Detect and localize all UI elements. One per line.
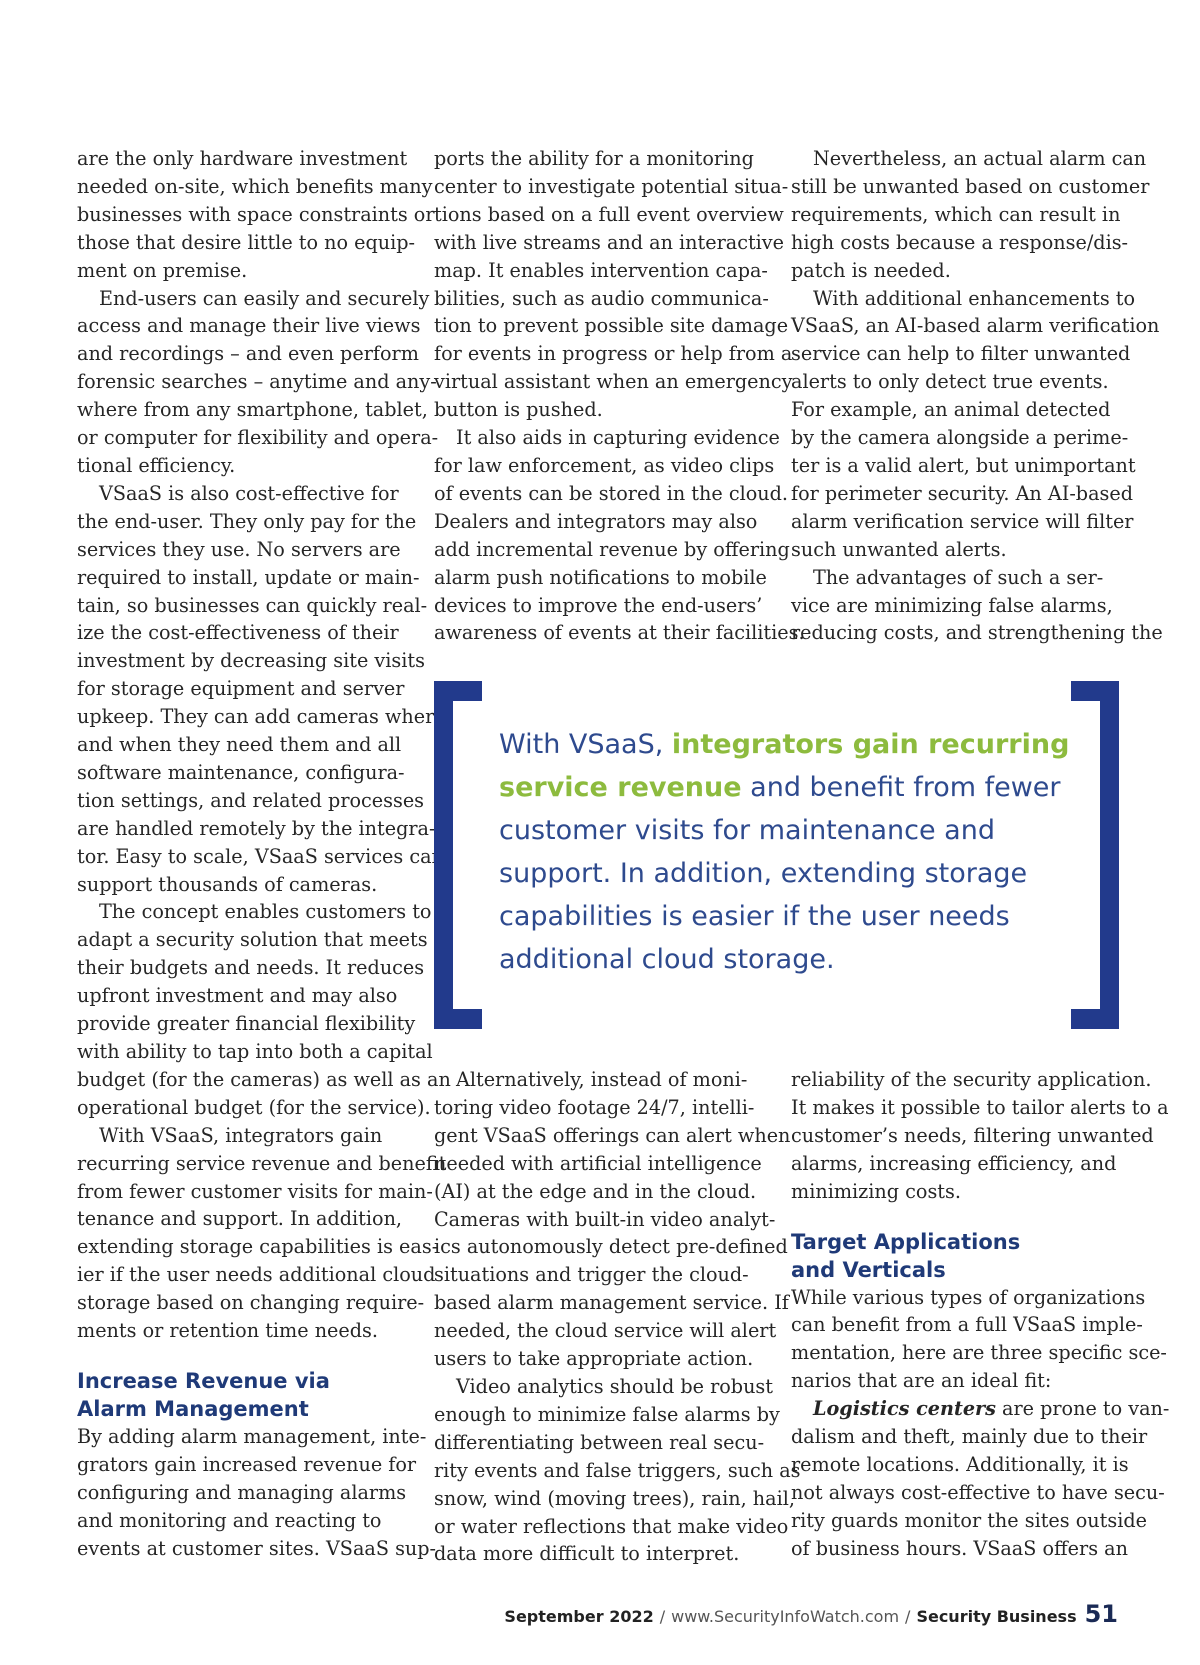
body-line: tion settings, and related processes <box>77 788 425 812</box>
body-line: for law enforcement, as video clips <box>434 453 775 477</box>
body-line: awareness of events at their facilities. <box>434 621 805 645</box>
body-line: needed on-site, which benefits many <box>77 174 433 198</box>
body-line: The advantages of such a ser- <box>813 565 1104 589</box>
pullquote <box>499 723 1070 981</box>
spacer <box>77 1345 407 1367</box>
body-line: alarm push notifications to mobile <box>434 565 767 589</box>
body-line: Dealers and integrators may also <box>434 509 758 533</box>
body-line: the end-user. They only pay for the <box>77 509 417 533</box>
body-line: for events in progress or help from a <box>434 342 793 366</box>
body-line: ment on premise. <box>77 258 248 282</box>
body-line: based alarm management service. If <box>434 1291 789 1315</box>
body-line: devices to improve the end-users’ <box>434 593 763 617</box>
body-line: of business hours. VSaaS offers an <box>791 1536 1128 1560</box>
body-line: ter is a valid alert, but unimportant <box>791 453 1136 477</box>
body-line: The concept enables customers to <box>99 900 432 924</box>
body-line: virtual assistant when an emergency <box>434 370 793 394</box>
column-1 <box>77 145 451 1563</box>
body-line: of events can be stored in the cloud. <box>434 481 789 505</box>
body-line: with ability to tap into both a capital <box>77 1040 433 1063</box>
pullquote-right-bracket <box>1071 681 1119 1029</box>
issue-date: September 2022 <box>504 1607 654 1626</box>
body-line: tional efficiency. <box>77 453 236 477</box>
body-line: are the only hardware investment <box>77 147 408 170</box>
body-line: by the camera alongside a perime- <box>791 426 1129 450</box>
section-heading-target-applications: Target Applications <box>791 1229 1021 1254</box>
body-line: support thousands of cameras. <box>77 872 378 896</box>
body-line: customer’s needs, filtering unwanted <box>791 1123 1154 1147</box>
pullquote-line: customer visits for maintenance and <box>499 815 995 846</box>
body-line: It makes it possible to tailor alerts to a <box>791 1095 1169 1119</box>
body-line: service can help to filter unwanted <box>791 342 1131 366</box>
body-line: requirements, which can result in <box>791 202 1121 226</box>
body-line: differentiating between real secu- <box>434 1430 765 1454</box>
body-line: gent VSaaS offerings can alert when <box>434 1123 791 1147</box>
body-line: required to install, update or main- <box>77 565 420 589</box>
body-line: With additional enhancements to <box>813 286 1136 310</box>
body-line: provide greater financial flexibility <box>77 1012 416 1036</box>
body-line: It also aids in capturing evidence <box>456 426 780 450</box>
pullquote-left-bracket <box>434 681 482 1029</box>
body-line: ics autonomously detect pre-defined <box>434 1235 788 1259</box>
body-line: or water reflections that make video <box>434 1514 789 1538</box>
body-line: needed, the cloud service will alert <box>434 1319 777 1343</box>
body-line: high costs because a response/dis- <box>791 230 1129 254</box>
body-line: services they use. No servers are <box>77 537 401 561</box>
body-line: add incremental revenue by offering <box>434 537 790 561</box>
column-3-top <box>791 145 1163 647</box>
body-line: still be unwanted based on customer <box>791 174 1150 198</box>
logistics-term: Logistics centers <box>813 1397 996 1421</box>
body-line: snow, wind (moving trees), rain, hail, <box>434 1486 795 1510</box>
body-line: grators gain increased revenue for <box>77 1452 417 1476</box>
body-line: map. It enables intervention capa- <box>434 258 768 282</box>
body-line: storage based on changing require- <box>77 1291 425 1315</box>
page-number: 51 <box>1084 1600 1118 1628</box>
body-line: for storage equipment and server <box>77 677 405 701</box>
body-line: budget (for the cameras) as well as an <box>77 1067 451 1091</box>
body-line: where from any smartphone, tablet, <box>77 398 428 422</box>
body-line: reliability of the security application. <box>791 1068 1152 1091</box>
body-line: rity guards monitor the sites outside <box>791 1508 1147 1532</box>
section-heading-target-applications: and Verticals <box>791 1257 946 1282</box>
body-line: minimizing costs. <box>791 1179 961 1203</box>
magazine-name: Security Business <box>916 1607 1077 1626</box>
body-line: patch is needed. <box>791 258 951 282</box>
body-line: For example, an animal detected <box>791 398 1111 422</box>
body-line: tions based on a full event overview <box>434 202 784 226</box>
body-line: alarms, increasing efficiency, and <box>791 1151 1117 1175</box>
body-line: bilities, such as audio communica- <box>434 286 769 310</box>
body-line: ier if the user needs additional cloud <box>77 1263 436 1287</box>
website-link[interactable]: www.SecurityInfoWatch.com <box>671 1607 900 1626</box>
body-line: (AI) at the edge and in the cloud. <box>434 1179 757 1203</box>
body-line: and when they need them and all <box>77 733 402 757</box>
body-line: upfront investment and may also <box>77 984 398 1008</box>
body-line: rity events and false triggers, such as <box>434 1458 801 1482</box>
spacer <box>791 1206 1121 1228</box>
body-line: and monitoring and reacting to <box>77 1508 382 1532</box>
section-heading-alarm-management: Increase Revenue via <box>77 1368 330 1393</box>
pullquote-highlight: service revenue <box>499 772 742 803</box>
body-line: dalism and theft, mainly due to their <box>791 1425 1148 1449</box>
body-line <box>791 1395 1170 1423</box>
column-2-bottom <box>434 1066 801 1568</box>
body-line: can benefit from a full VSaaS imple- <box>791 1313 1143 1337</box>
body-line: VSaaS, an AI-based alarm verification <box>791 314 1160 338</box>
body-line: investment by decreasing site visits <box>77 649 425 673</box>
body-line: their budgets and needs. It reduces <box>77 956 425 980</box>
body-line: access and manage their live views <box>77 314 421 338</box>
footer-separator: / <box>905 1607 911 1626</box>
body-line: or computer for flexibility and opera- <box>77 426 439 450</box>
body-line: businesses with space constraints or <box>77 202 435 226</box>
pullquote-highlight: integrators gain recurring <box>671 729 1070 760</box>
body-line: and recordings – and even perform <box>77 342 419 366</box>
body-line: With VSaaS, integrators gain <box>99 1123 383 1147</box>
pullquote-text: and benefit from fewer <box>741 772 1061 803</box>
body-line: center to investigate potential situa- <box>434 174 789 198</box>
body-line: ments or retention time needs. <box>77 1319 378 1343</box>
body-line: are handled remotely by the integra- <box>77 816 436 840</box>
footer-separator: / <box>659 1607 666 1626</box>
body-line: those that desire little to no equip- <box>77 230 416 254</box>
pullquote-line: support. In addition, extending storage <box>499 858 1028 889</box>
body-line: ports the ability for a monitoring <box>434 147 754 170</box>
body-line: from fewer customer visits for main- <box>77 1179 433 1203</box>
body-line: button is pushed. <box>434 398 603 422</box>
body-line: recurring service revenue and benefit <box>77 1151 447 1175</box>
body-line: narios that are an ideal fit: <box>791 1369 1052 1393</box>
body-line: software maintenance, configura- <box>77 760 405 784</box>
body-line: extending storage capabilities is eas- <box>77 1235 439 1259</box>
body-line: Video analytics should be robust <box>456 1374 773 1398</box>
column-3-bottom <box>791 1066 1170 1563</box>
body-line: enough to minimize false alarms by <box>434 1402 780 1426</box>
body-line: alarm verification service will filter <box>791 509 1134 533</box>
body-line: such unwanted alerts. <box>791 537 1007 561</box>
body-line: for perimeter security. An AI-based <box>791 481 1134 505</box>
body-line: Nevertheless, an actual alarm can <box>813 147 1147 170</box>
body-line: reducing costs, and strengthening the <box>791 621 1163 645</box>
body-line: Alternatively, instead of moni- <box>456 1068 748 1091</box>
pullquote-line: capabilities is easier if the user needs <box>499 901 1010 932</box>
body-line: remote locations. Additionally, it is <box>791 1452 1129 1476</box>
body-line: needed with artificial intelligence <box>434 1151 762 1175</box>
body-line: By adding alarm management, inte- <box>77 1424 427 1448</box>
pullquote-line: additional cloud storage. <box>499 944 835 975</box>
body-line: tain, so businesses can quickly real- <box>77 593 428 617</box>
body-line: upkeep. They can add cameras where <box>77 705 446 729</box>
body-line: alerts to only detect true events. <box>791 370 1109 394</box>
pullquote-text: With VSaaS, <box>499 729 672 760</box>
body-line: vice are minimizing false alarms, <box>791 593 1113 617</box>
body-line: configuring and managing alarms <box>77 1480 407 1504</box>
body-line: with live streams and an interactive <box>434 230 784 254</box>
body-line: mentation, here are three specific sce- <box>791 1341 1167 1365</box>
body-line: users to take appropriate action. <box>434 1347 754 1371</box>
pullquote-line <box>499 723 1070 766</box>
body-line: tenance and support. In addition, <box>77 1207 403 1231</box>
body-line: adapt a security solution that meets <box>77 928 428 952</box>
body-line: End-users can easily and securely <box>99 286 430 310</box>
page-footer <box>504 1600 1118 1628</box>
section-heading-alarm-management: Alarm Management <box>77 1396 309 1421</box>
body-line: operational budget (for the service). <box>77 1095 431 1119</box>
pullquote-line <box>499 766 1059 809</box>
body-line: Cameras with built-in video analyt- <box>434 1207 776 1231</box>
body-line: data more difficult to interpret. <box>434 1542 740 1566</box>
body-line: ize the cost-effectiveness of their <box>77 621 399 645</box>
column-2-top <box>434 145 805 647</box>
body-line: toring video footage 24/7, intelli- <box>434 1095 755 1119</box>
body-line: situations and trigger the cloud- <box>434 1263 749 1287</box>
body-text: are prone to van- <box>995 1397 1170 1421</box>
body-line: forensic searches – anytime and any- <box>77 370 437 394</box>
body-line: events at customer sites. VSaaS sup- <box>77 1536 437 1560</box>
body-line: tor. Easy to scale, VSaaS services can <box>77 844 444 868</box>
body-line: tion to prevent possible site damage <box>434 314 789 338</box>
body-line: VSaaS is also cost-effective for <box>99 481 399 505</box>
body-line: not always cost-effective to have secu- <box>791 1480 1165 1504</box>
body-line: While various types of organizations <box>791 1285 1146 1309</box>
